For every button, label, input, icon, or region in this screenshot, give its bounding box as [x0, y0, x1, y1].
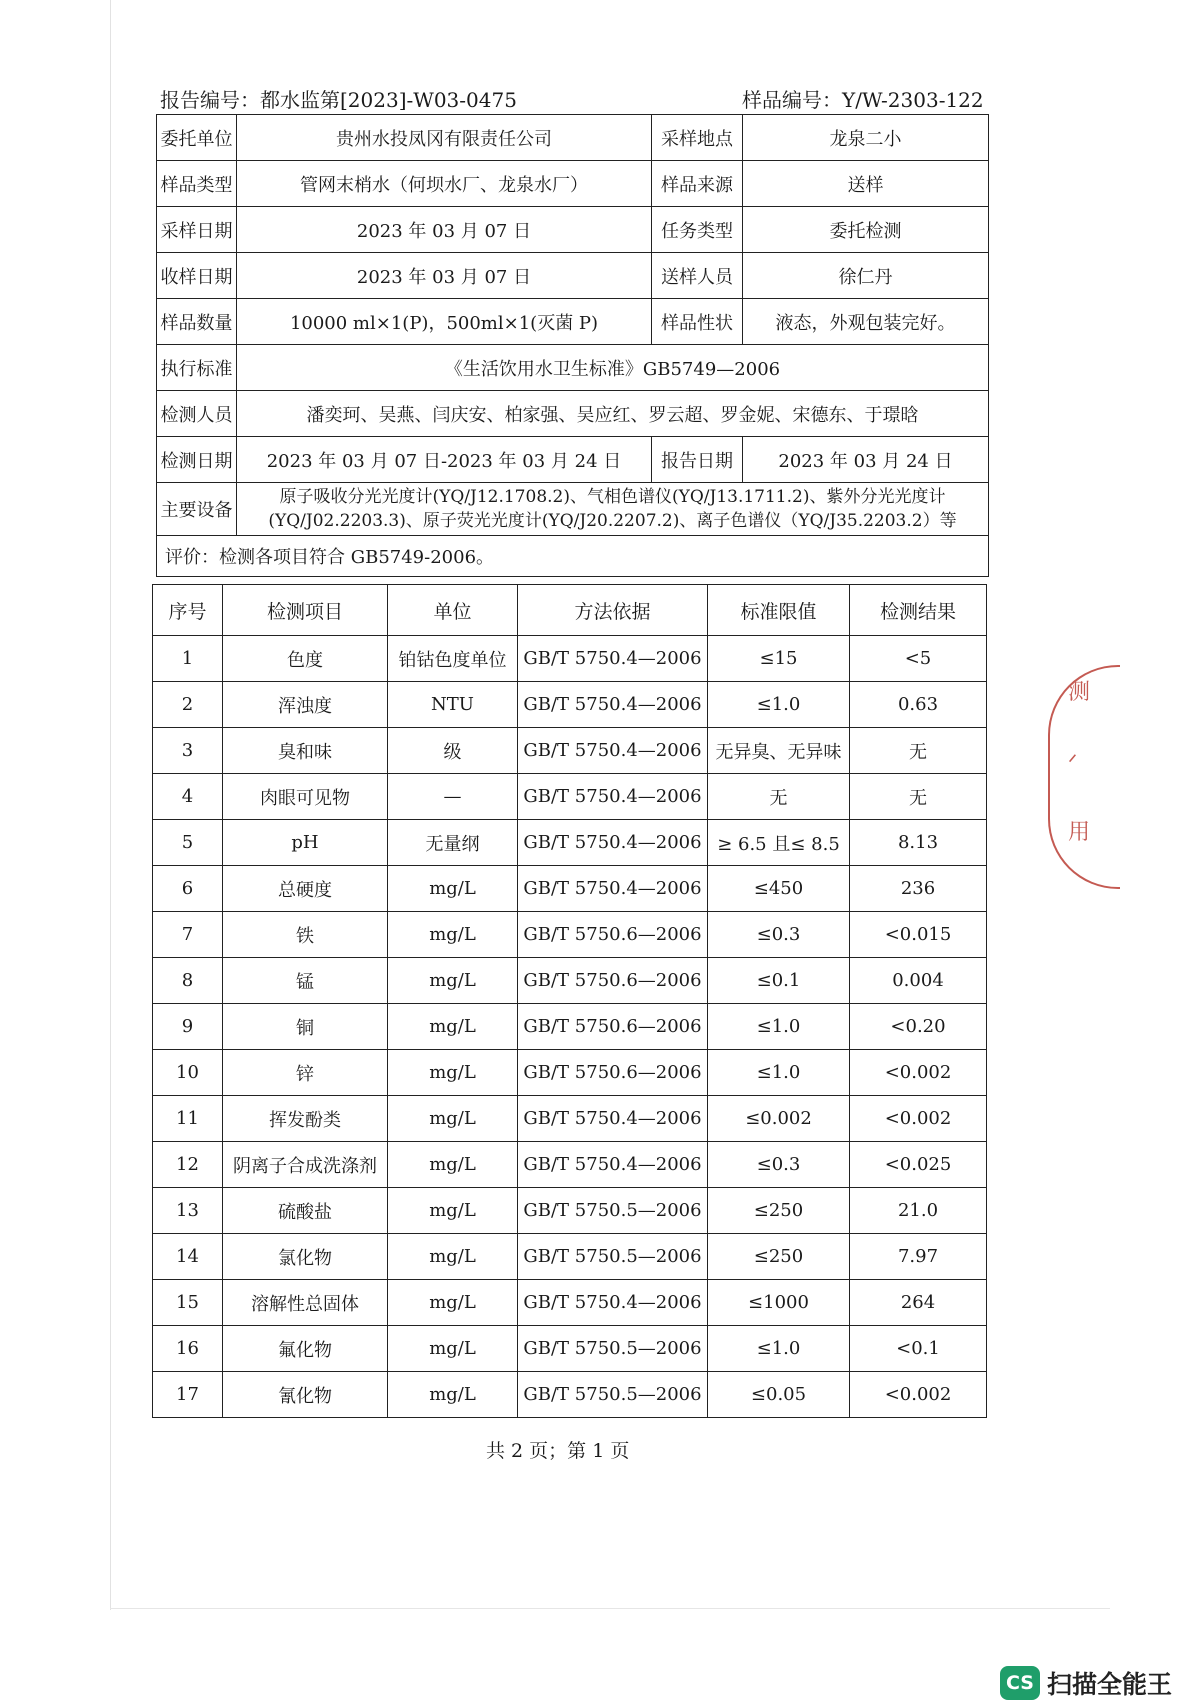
test-result: <0.20: [850, 1004, 987, 1050]
unit: mg/L: [388, 1004, 518, 1050]
test-result: <0.025: [850, 1142, 987, 1188]
standard-label: 执行标准: [157, 345, 237, 391]
row-number: 10: [153, 1050, 223, 1096]
column-header: 标准限值: [708, 585, 850, 636]
column-header: 方法依据: [518, 585, 708, 636]
test-result: <0.1: [850, 1326, 987, 1372]
sender-label: 送样人员: [652, 253, 743, 299]
standard-limit: ≤0.3: [708, 912, 850, 958]
info-row: [157, 437, 989, 483]
test-result: 21.0: [850, 1188, 987, 1234]
row-number: 4: [153, 774, 223, 820]
standard-limit: ≥ 6.5 且≤ 8.5: [708, 820, 850, 866]
result-row: [153, 866, 987, 912]
equipment-value: [237, 483, 989, 536]
standard-limit: ≤0.3: [708, 1142, 850, 1188]
standard-limit: ≤450: [708, 866, 850, 912]
unit: —: [388, 774, 518, 820]
test-result: 7.97: [850, 1234, 987, 1280]
row-number: 5: [153, 820, 223, 866]
unit: 无量纲: [388, 820, 518, 866]
receipt-date-value: 2023 年 03 月 07 日: [237, 253, 652, 299]
row-number: 13: [153, 1188, 223, 1234]
unit: mg/L: [388, 866, 518, 912]
method: GB/T 5750.5—2006: [518, 1326, 708, 1372]
test-date-value: 2023 年 03 月 07 日-2023 年 03 月 24 日: [237, 437, 652, 483]
method: GB/T 5750.4—2006: [518, 866, 708, 912]
results-table: [152, 584, 987, 1418]
test-item: 色度: [223, 636, 388, 682]
test-date-label: 检测日期: [157, 437, 237, 483]
test-result: <0.002: [850, 1050, 987, 1096]
test-result: <0.002: [850, 1372, 987, 1418]
result-row: [153, 1096, 987, 1142]
standard-limit: ≤1.0: [708, 1004, 850, 1050]
method: GB/T 5750.6—2006: [518, 912, 708, 958]
standard-limit: ≤250: [708, 1234, 850, 1280]
result-row: [153, 1188, 987, 1234]
standard-limit: ≤15: [708, 636, 850, 682]
column-header: 检测项目: [223, 585, 388, 636]
sampling-date-value: 2023 年 03 月 07 日: [237, 207, 652, 253]
test-item: 锌: [223, 1050, 388, 1096]
unit: mg/L: [388, 1050, 518, 1096]
unit: mg/L: [388, 1096, 518, 1142]
unit: mg/L: [388, 1188, 518, 1234]
equipment-line: 原子吸收分光光度计(YQ/J12.1708.2)、气相色谱仪(YQ/J13.1711.2)、紫外分光光度计: [279, 487, 946, 507]
row-number: 2: [153, 682, 223, 728]
info-row: [157, 536, 989, 577]
method: GB/T 5750.6—2006: [518, 1050, 708, 1096]
standard-limit: ≤0.1: [708, 958, 850, 1004]
standard-limit: ≤1.0: [708, 1326, 850, 1372]
row-number: 6: [153, 866, 223, 912]
standard-limit: ≤1000: [708, 1280, 850, 1326]
test-result: <0.015: [850, 912, 987, 958]
standard-value: 《生活饮用水卫生标准》GB5749—2006: [237, 345, 989, 391]
task-value: 委托检测: [743, 207, 989, 253]
test-item: 溶解性总固体: [223, 1280, 388, 1326]
test-item: 氯化物: [223, 1234, 388, 1280]
result-row: [153, 1372, 987, 1418]
method: GB/T 5750.4—2006: [518, 1096, 708, 1142]
equipment-line: (YQ/J02.2203.3)、原子荧光光度计(YQ/J20.2207.2)、离子色谱仪（YQ/J35.2203.2）等: [268, 511, 957, 531]
info-row: [157, 483, 989, 536]
unit: mg/L: [388, 1372, 518, 1418]
info-row: [157, 253, 989, 299]
site-label: 采样地点: [652, 115, 743, 161]
info-row: [157, 345, 989, 391]
row-number: 16: [153, 1326, 223, 1372]
result-row: [153, 912, 987, 958]
report-date-label: 报告日期: [652, 437, 743, 483]
method: GB/T 5750.4—2006: [518, 728, 708, 774]
sampling-date-label: 采样日期: [157, 207, 237, 253]
quantity-label: 样品数量: [157, 299, 237, 345]
unit: 铂钴色度单位: [388, 636, 518, 682]
sender-value: 徐仁丹: [743, 253, 989, 299]
standard-limit: 无异臭、无异味: [708, 728, 850, 774]
info-row: [157, 161, 989, 207]
info-row: [157, 299, 989, 345]
scan-edge: [110, 1608, 1110, 1609]
character-value: 液态，外观包装完好。: [743, 299, 989, 345]
method: GB/T 5750.4—2006: [518, 636, 708, 682]
result-row: [153, 1326, 987, 1372]
standard-limit: ≤1.0: [708, 682, 850, 728]
unit: mg/L: [388, 912, 518, 958]
inspection-seal: 测 ᐟ 用: [1048, 665, 1120, 889]
type-value: 管网末梢水（何坝水厂、龙泉水厂）: [237, 161, 652, 207]
test-item: 铜: [223, 1004, 388, 1050]
row-number: 9: [153, 1004, 223, 1050]
row-number: 12: [153, 1142, 223, 1188]
standard-limit: ≤0.05: [708, 1372, 850, 1418]
result-row: [153, 1280, 987, 1326]
result-row: [153, 636, 987, 682]
row-number: 11: [153, 1096, 223, 1142]
column-header: 单位: [388, 585, 518, 636]
task-label: 任务类型: [652, 207, 743, 253]
row-number: 3: [153, 728, 223, 774]
test-item: 铁: [223, 912, 388, 958]
test-result: <0.002: [850, 1096, 987, 1142]
test-item: 臭和味: [223, 728, 388, 774]
scan-edge: [110, 0, 111, 1610]
info-row: [157, 391, 989, 437]
unit: mg/L: [388, 1234, 518, 1280]
test-item: 阴离子合成洗涤剂: [223, 1142, 388, 1188]
character-label: 样品性状: [652, 299, 743, 345]
test-item: 氟化物: [223, 1326, 388, 1372]
column-header: 序号: [153, 585, 223, 636]
row-number: 7: [153, 912, 223, 958]
row-number: 14: [153, 1234, 223, 1280]
test-item: 硫酸盐: [223, 1188, 388, 1234]
test-result: 8.13: [850, 820, 987, 866]
result-row: [153, 1050, 987, 1096]
row-number: 1: [153, 636, 223, 682]
unit: mg/L: [388, 1142, 518, 1188]
test-result: 无: [850, 774, 987, 820]
site-value: 龙泉二小: [743, 115, 989, 161]
sample-info-table: [156, 114, 989, 577]
report-date-value: 2023 年 03 月 24 日: [743, 437, 989, 483]
test-item: pH: [223, 820, 388, 866]
test-item: 浑浊度: [223, 682, 388, 728]
unit: mg/L: [388, 1326, 518, 1372]
result-row: [153, 774, 987, 820]
scanner-app-name: 扫描全能王: [1047, 1670, 1173, 1699]
test-result: 0.004: [850, 958, 987, 1004]
test-result: 0.63: [850, 682, 987, 728]
camscanner-logo-icon: CS: [1000, 1666, 1040, 1700]
results-header-row: [153, 585, 987, 636]
sample-number: 样品编号：Y/W-2303-122: [742, 88, 984, 112]
method: GB/T 5750.5—2006: [518, 1234, 708, 1280]
inspectors-value: 潘奕珂、吴燕、闫庆安、柏家强、吴应红、罗云超、罗金妮、宋德东、于璟晗: [237, 391, 989, 437]
row-number: 15: [153, 1280, 223, 1326]
method: GB/T 5750.4—2006: [518, 1142, 708, 1188]
method: GB/T 5750.4—2006: [518, 774, 708, 820]
unit: mg/L: [388, 958, 518, 1004]
test-item: 锰: [223, 958, 388, 1004]
info-row: [157, 207, 989, 253]
result-row: [153, 682, 987, 728]
unit: 级: [388, 728, 518, 774]
standard-limit: ≤0.002: [708, 1096, 850, 1142]
page-counter: 共 2 页；第 1 页: [486, 1440, 630, 1462]
test-item: 肉眼可见物: [223, 774, 388, 820]
method: GB/T 5750.5—2006: [518, 1188, 708, 1234]
info-row: [157, 115, 989, 161]
test-item: 总硬度: [223, 866, 388, 912]
standard-limit: ≤250: [708, 1188, 850, 1234]
test-result: 236: [850, 866, 987, 912]
test-result: 264: [850, 1280, 987, 1326]
method: GB/T 5750.4—2006: [518, 682, 708, 728]
unit: NTU: [388, 682, 518, 728]
evaluation: 评价：检测各项目符合 GB5749-2006。: [157, 536, 989, 577]
row-number: 17: [153, 1372, 223, 1418]
source-label: 样品来源: [652, 161, 743, 207]
client-value: 贵州水投凤冈有限责任公司: [237, 115, 652, 161]
receipt-date-label: 收样日期: [157, 253, 237, 299]
result-row: [153, 728, 987, 774]
test-item: 氰化物: [223, 1372, 388, 1418]
standard-limit: 无: [708, 774, 850, 820]
result-row: [153, 1234, 987, 1280]
standard-limit: ≤1.0: [708, 1050, 850, 1096]
method: GB/T 5750.4—2006: [518, 1280, 708, 1326]
test-item: 挥发酚类: [223, 1096, 388, 1142]
result-row: [153, 1004, 987, 1050]
type-label: 样品类型: [157, 161, 237, 207]
result-row: [153, 820, 987, 866]
client-label: 委托单位: [157, 115, 237, 161]
test-result: 无: [850, 728, 987, 774]
method: GB/T 5750.5—2006: [518, 1372, 708, 1418]
column-header: 检测结果: [850, 585, 987, 636]
quantity-value: 10000 ml×1(P)，500ml×1(灭菌 P): [237, 299, 652, 345]
row-number: 8: [153, 958, 223, 1004]
equipment-label: 主要设备: [157, 483, 237, 536]
report-number: 报告编号：都水监第[2023]-W03-0475: [160, 88, 517, 112]
result-row: [153, 1142, 987, 1188]
unit: mg/L: [388, 1280, 518, 1326]
method: GB/T 5750.6—2006: [518, 958, 708, 1004]
method: GB/T 5750.6—2006: [518, 1004, 708, 1050]
method: GB/T 5750.4—2006: [518, 820, 708, 866]
source-value: 送样: [743, 161, 989, 207]
inspectors-label: 检测人员: [157, 391, 237, 437]
test-result: <5: [850, 636, 987, 682]
result-row: [153, 958, 987, 1004]
